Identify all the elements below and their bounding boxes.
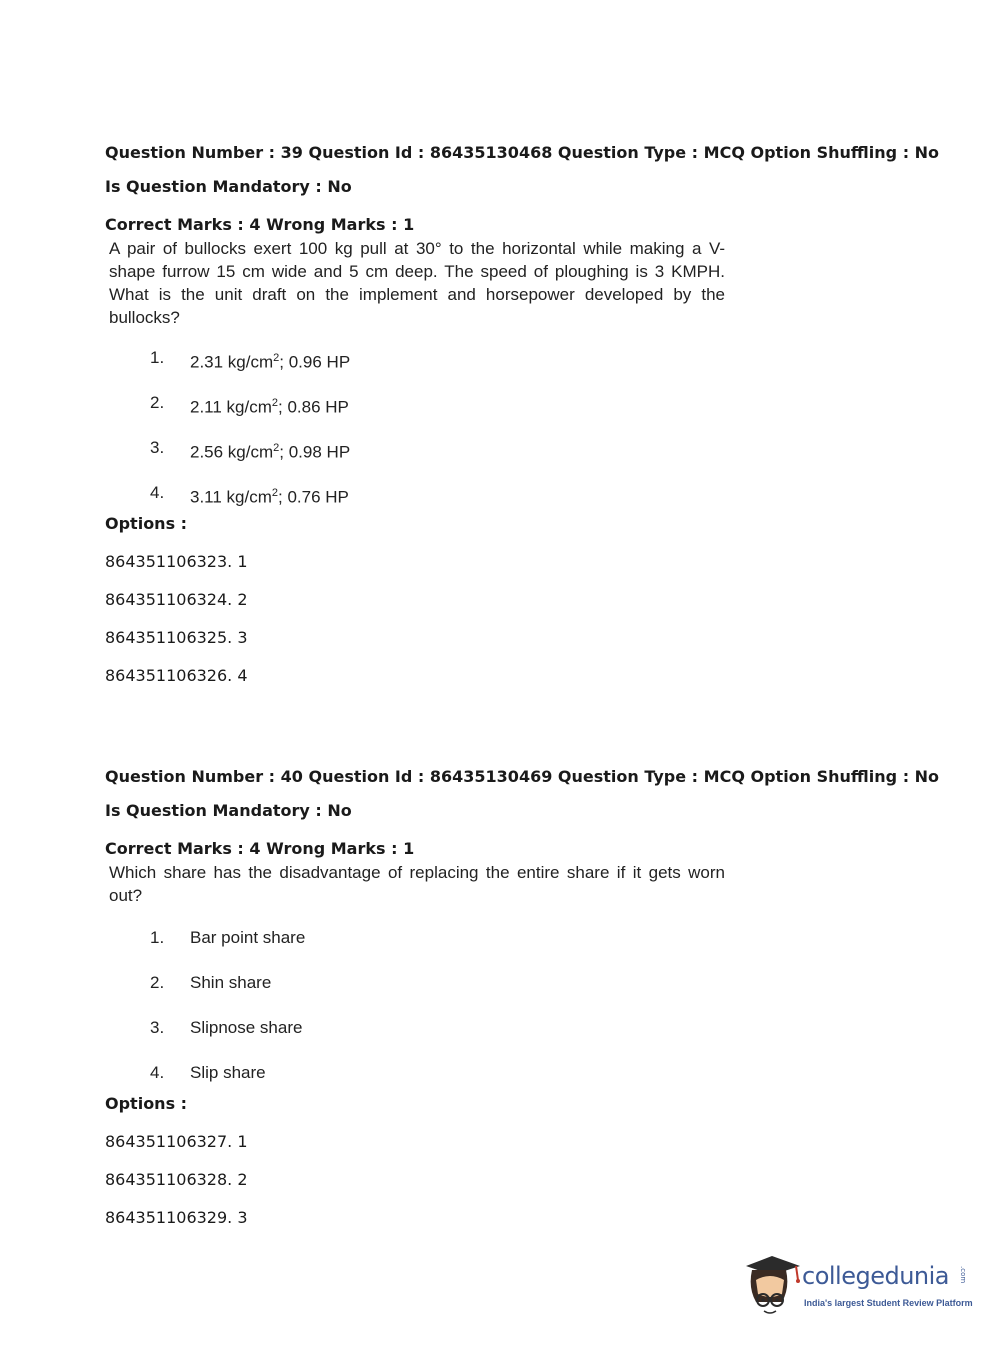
choice-text: Shin share	[190, 973, 272, 992]
options-label: Options :	[105, 514, 188, 533]
logo-wordmark: collegedunia	[802, 1262, 950, 1290]
marks-line: Correct Marks : 4 Wrong Marks : 1	[105, 215, 415, 234]
choice-number: 1.	[150, 348, 165, 367]
choice-number: 4.	[150, 483, 165, 502]
choice-text: 3.11 $kg/cm^2$; 0.76 HP	[190, 487, 349, 507]
choice-item	[150, 346, 965, 391]
mascot-icon	[742, 1250, 804, 1320]
option-id: 864351106325. 3	[105, 628, 248, 647]
collegedunia-logo	[742, 1250, 972, 1320]
question-stem: Which share has the disadvantage of replacing the entire share if it gets worn out?	[109, 863, 725, 905]
question-header: Question Number : 39 Question Id : 86435130468 Question Type : MCQ Option Shuffling : No	[105, 143, 940, 162]
choice-number: 4.	[150, 1063, 165, 1082]
logo-suffix: .com	[959, 1266, 967, 1284]
option-id: 864351106329. 3	[105, 1208, 248, 1227]
choice-item	[150, 1016, 965, 1061]
choice-text: 2.56 $kg/cm^2$; 0.98 HP	[190, 442, 351, 462]
choice-number: 3.	[150, 438, 165, 457]
logo-tagline: India's largest Student Review Platform	[804, 1298, 973, 1308]
choice-list	[150, 926, 965, 1106]
choice-item	[150, 391, 965, 436]
question-40-block	[105, 767, 965, 1246]
mandatory-flag: Is Question Mandatory : No	[105, 177, 352, 196]
choice-number: 3.	[150, 1018, 165, 1037]
question-header: Question Number : 40 Question Id : 86435130469 Question Type : MCQ Option Shuffling : No	[105, 767, 940, 786]
choice-number: 2.	[150, 973, 165, 992]
options-label: Options :	[105, 1094, 188, 1113]
choice-text: 2.11 $kg/cm^2$; 0.86 HP	[190, 397, 349, 417]
choice-item	[150, 971, 965, 1016]
choice-text: Slipnose share	[190, 1018, 303, 1037]
option-id: 864351106328. 2	[105, 1170, 248, 1189]
marks-line: Correct Marks : 4 Wrong Marks : 1	[105, 839, 415, 858]
option-id: 864351106326. 4	[105, 666, 248, 685]
option-id: 864351106323. 1	[105, 552, 248, 571]
choice-text: 2.31 $kg/cm^2$; 0.96 HP	[190, 352, 351, 372]
choice-item	[150, 926, 965, 971]
choice-item	[150, 436, 965, 481]
choice-text: Bar point share	[190, 928, 306, 947]
mandatory-flag: Is Question Mandatory : No	[105, 801, 352, 820]
question-39-block	[105, 143, 965, 704]
choice-text: Slip share	[190, 1063, 266, 1082]
question-stem: A pair of bullocks exert 100 kg pull at 30° to the horizontal while making a V-shape furrow 15 cm wide and 5 cm deep. The speed of ploughing is 3 KMPH. What is the unit draft on the implement and horsepower developed by the bullocks?	[109, 239, 725, 327]
choice-number: 1.	[150, 928, 165, 947]
option-id: 864351106324. 2	[105, 590, 248, 609]
choice-number: 2.	[150, 393, 165, 412]
choice-list	[150, 346, 965, 526]
option-id: 864351106327. 1	[105, 1132, 248, 1151]
